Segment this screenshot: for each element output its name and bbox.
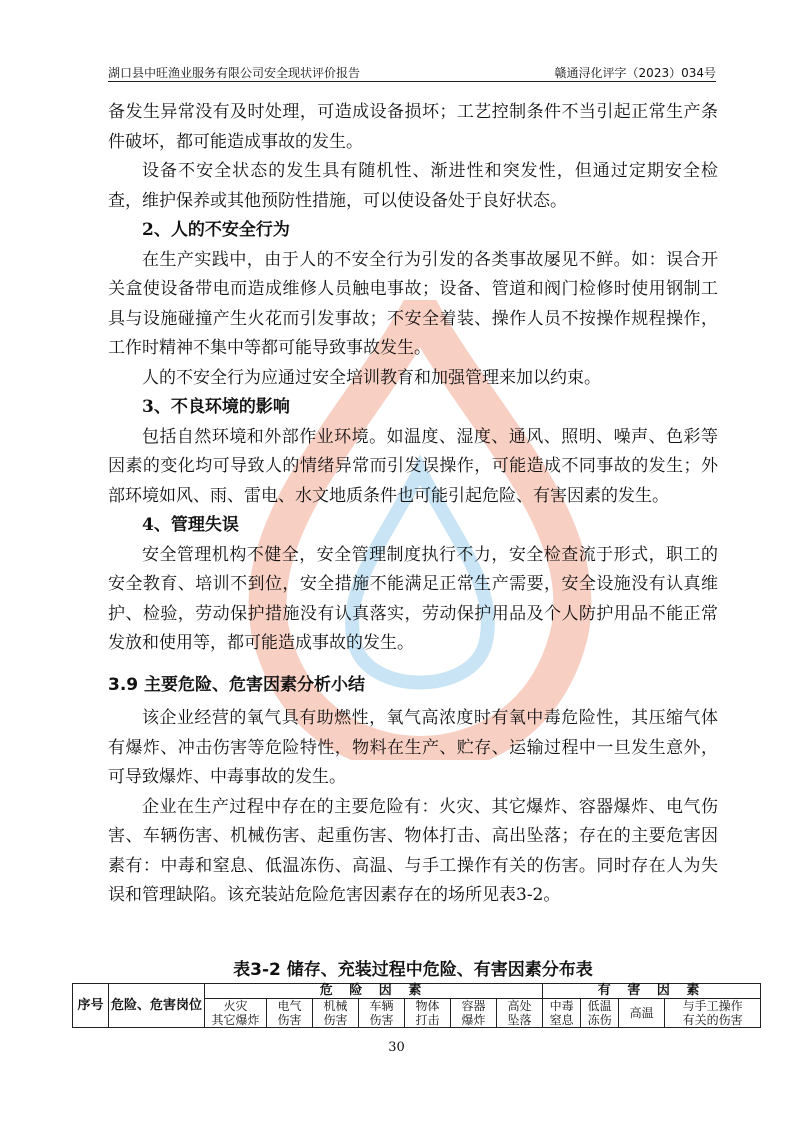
table-caption: 表3-2 储存、充装过程中危险、有害因素分布表 (233, 960, 593, 980)
paragraph: 企业在生产过程中存在的主要危险有：火灾、其它爆炸、容器爆炸、电气伤害、车辆伤害、机械伤害、起重伤害、物体打击、高出坠落；存在的主要危害因素有：中毒和窒息、低温冻伤、高温、与手工操作有关的伤害。同时存在人为失误和管理缺陷。该充装站危险危害因素存在的场所见表3-2。 (108, 796, 718, 905)
subheading: 2、人的不安全行为 (142, 220, 290, 240)
paragraph: 备发生异常没有及时处理，可造成设备损坏；工艺控制条件不当引起正常生产条件破坏，都可能造成事故的发生。 (108, 102, 718, 152)
col-header-object-strike: 物体 打击 (405, 999, 451, 1028)
document-body (108, 98, 718, 911)
section-heading: 3.9 主要危险、危害因素分析小结 (108, 674, 366, 695)
hazard-distribution-table (72, 983, 761, 1028)
col-header-fire: 火灾 其它爆炸 (205, 999, 267, 1028)
col-header-poisoning: 中毒 窒息 (543, 999, 581, 1028)
col-header-post: 危险、危害岗位 (109, 984, 205, 1028)
subheading: 3、不良环境的影响 (142, 397, 290, 417)
header-rule (108, 81, 716, 82)
group-header-harm: 有 害 因 素 (543, 984, 761, 999)
report-number: 赣通浔化评字（2023）034号 (554, 66, 716, 80)
group-header-danger: 危 险 因 素 (205, 984, 543, 999)
page-number: 30 (388, 1040, 405, 1055)
col-header-heat: 高温 (619, 999, 665, 1028)
col-header-no: 序号 (73, 984, 109, 1028)
col-header-mechanical: 机械 伤害 (313, 999, 359, 1028)
paragraph: 安全管理机构不健全，安全管理制度执行不力，安全检查流于形式，职工的安全教育、培训不到位，安全措施不能满足正常生产需要，安全设施没有认真维护、检验，劳动保护措施没有认真落实，劳动保护用品及个人防护用品不能正常发放和使用等，都可能造成事故的发生。 (108, 544, 718, 653)
col-header-frostbite: 低温 冻伤 (581, 999, 619, 1028)
report-title: 湖口县中旺渔业服务有限公司安全现状评价报告 (108, 66, 361, 80)
paragraph: 人的不安全行为应通过安全培训教育和加强管理来加以约束。 (142, 367, 601, 388)
col-header-vehicle: 车辆 伤害 (359, 999, 405, 1028)
page-header (108, 62, 716, 80)
paragraph: 在生产实践中，由于人的不安全行为引发的各类事故屡见不鲜。如：误合开关盒使设备带电而造成维修人员触电事故；设备、管道和阀门检修时使用钢制工具与设施碰撞产生火花而引发事故；不安全着装、操作人员不按操作规程操作，工作时精神不集中等都可能导致事故发生。 (108, 249, 718, 358)
paragraph: 设备不安全状态的发生具有随机性、渐进性和突发性，但通过定期安全检查，维护保养或其他预防性措施，可以使设备处于良好状态。 (108, 161, 718, 211)
col-header-electric: 电气 伤害 (267, 999, 313, 1028)
paragraph: 该企业经营的氧气具有助燃性，氧气高浓度时有氧中毒危险性，其压缩气体有爆炸、冲击伤害等危险特性，物料在生产、贮存、运输过程中一旦发生意外，可导致爆炸、中毒事故的发生。 (108, 708, 718, 787)
col-header-fall: 高处 坠落 (497, 999, 543, 1028)
subheading: 4、管理失误 (142, 515, 239, 535)
col-header-manual-handling: 与手工操作 有关的伤害 (665, 999, 761, 1028)
paragraph: 包括自然环境和外部作业环境。如温度、湿度、通风、照明、噪声、色彩等因素的变化均可导致人的情绪异常而引发误操作，可能造成不同事故的发生；外部环境如风、雨、雷电、水文地质条件也可能引起危险、有害因素的发生。 (108, 426, 718, 506)
col-header-vessel-explosion: 容器 爆炸 (451, 999, 497, 1028)
